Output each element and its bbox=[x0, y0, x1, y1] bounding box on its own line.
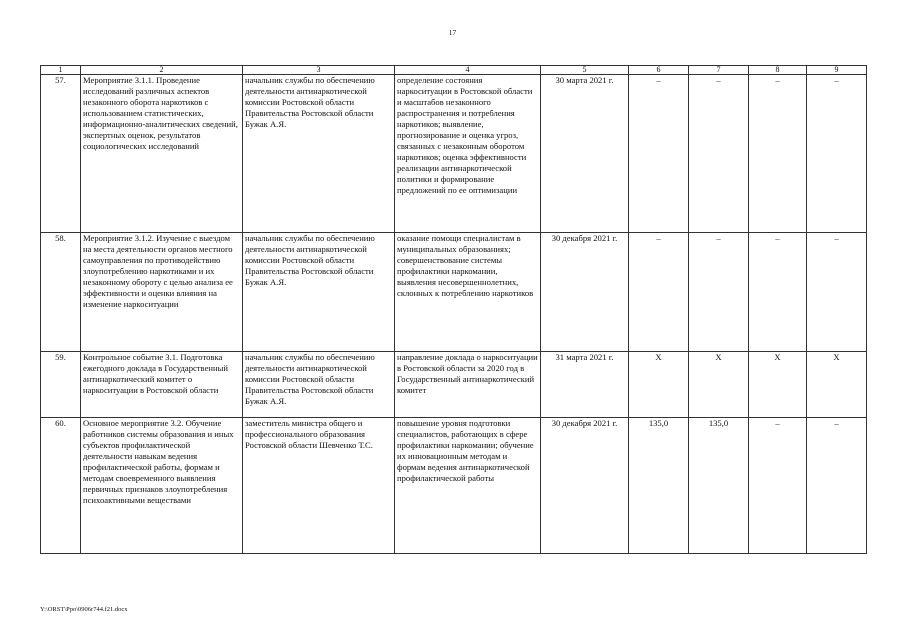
responsible-cell: заместитель министра общего и профессионального образования Ростовской области Шевченко Т.С. bbox=[243, 418, 395, 554]
value-cell-6: – bbox=[629, 233, 689, 352]
column-number-header-row bbox=[41, 66, 867, 75]
date-cell: 30 декабря 2021 г. bbox=[541, 233, 629, 352]
activity-cell: Основное мероприятие 3.2. Обучение работников системы образования и иных субъектов профилактической деятельности навыкам ведения профилактической работы, формам и методам своевременного выявления первичных признаков злоупотребления психоактивными веществами bbox=[81, 418, 243, 554]
col-header-3: 3 bbox=[243, 66, 395, 75]
row-number: 58. bbox=[41, 233, 81, 352]
responsible-cell: начальник службы по обеспечению деятельности антинаркотической комиссии Ростовской области Правительства Ростовской области Бужак А.Я. bbox=[243, 75, 395, 233]
col-header-8: 8 bbox=[749, 66, 807, 75]
value-cell-6: 135,0 bbox=[629, 418, 689, 554]
result-cell: направление доклада о наркоситуации в Ростовской области за 2020 год в Государственный антинаркотический комитет bbox=[395, 352, 541, 418]
activities-table bbox=[40, 65, 867, 554]
value-cell-7: – bbox=[689, 233, 749, 352]
value-cell-8: – bbox=[749, 75, 807, 233]
value-cell-9: – bbox=[807, 418, 867, 554]
value-cell-9: X bbox=[807, 352, 867, 418]
date-cell: 30 марта 2021 г. bbox=[541, 75, 629, 233]
value-cell-7: – bbox=[689, 75, 749, 233]
value-cell-7: X bbox=[689, 352, 749, 418]
activity-cell: Мероприятие 3.1.1. Проведение исследований различных аспектов незаконного оборота наркотиков с использованием статистических, информационно-аналитических сведений, экспертных оценок, результатов социологических исследований bbox=[81, 75, 243, 233]
col-header-4: 4 bbox=[395, 66, 541, 75]
value-cell-6: – bbox=[629, 75, 689, 233]
table-row bbox=[41, 352, 867, 418]
table-row bbox=[41, 75, 867, 233]
value-cell-8: – bbox=[749, 418, 807, 554]
table-row bbox=[41, 233, 867, 352]
file-path-footer: Y:\ORST\Ppo\0906r744.f21.docx bbox=[40, 606, 128, 613]
responsible-cell: начальник службы по обеспечению деятельности антинаркотической комиссии Ростовской области Правительства Ростовской области Бужак А.Я. bbox=[243, 352, 395, 418]
row-number: 60. bbox=[41, 418, 81, 554]
result-cell: повышение уровня подготовки специалистов, работающих в сфере профилактики наркомании; обучение их инновационным методам и формам ведения антинаркотической профилактической работы bbox=[395, 418, 541, 554]
col-header-9: 9 bbox=[807, 66, 867, 75]
value-cell-6: X bbox=[629, 352, 689, 418]
table-row bbox=[41, 418, 867, 554]
activity-cell: Контрольное событие 3.1. Подготовка ежегодного доклада в Государственный антинаркотический комитет о наркоситуации в Ростовской области bbox=[81, 352, 243, 418]
value-cell-9: – bbox=[807, 233, 867, 352]
col-header-2: 2 bbox=[81, 66, 243, 75]
col-header-6: 6 bbox=[629, 66, 689, 75]
col-header-1: 1 bbox=[41, 66, 81, 75]
page-number: 17 bbox=[448, 28, 457, 37]
value-cell-8: X bbox=[749, 352, 807, 418]
row-number: 57. bbox=[41, 75, 81, 233]
date-cell: 31 марта 2021 г. bbox=[541, 352, 629, 418]
value-cell-8: – bbox=[749, 233, 807, 352]
row-number: 59. bbox=[41, 352, 81, 418]
result-cell: определение состояния наркоситуации в Ростовской области и масштабов незаконного распространения и потребления наркотиков; выявление, прогнозирование и оценка угроз, связанных с незаконным оборотом наркотиков; оценка эффективности реализации антинаркотической политики и формирование предложений по ее оптимизации bbox=[395, 75, 541, 233]
activity-cell: Мероприятие 3.1.2. Изучение с выездом на места деятельности органов местного самоуправления по противодействию злоупотреблению наркотиками и их незаконному обороту с целью анализа ее эффективности и оценки влияния на изменение наркоситуации bbox=[81, 233, 243, 352]
result-cell: оказание помощи специалистам в муниципальных образованиях; совершенствование системы профилактики наркомании, выявления несовершеннолетних, склонных к потреблению наркотиков bbox=[395, 233, 541, 352]
col-header-7: 7 bbox=[689, 66, 749, 75]
date-cell: 30 декабря 2021 г. bbox=[541, 418, 629, 554]
value-cell-7: 135,0 bbox=[689, 418, 749, 554]
col-header-5: 5 bbox=[541, 66, 629, 75]
value-cell-9: – bbox=[807, 75, 867, 233]
responsible-cell: начальник службы по обеспечению деятельности антинаркотической комиссии Ростовской области Правительства Ростовской области Бужак А.Я. bbox=[243, 233, 395, 352]
